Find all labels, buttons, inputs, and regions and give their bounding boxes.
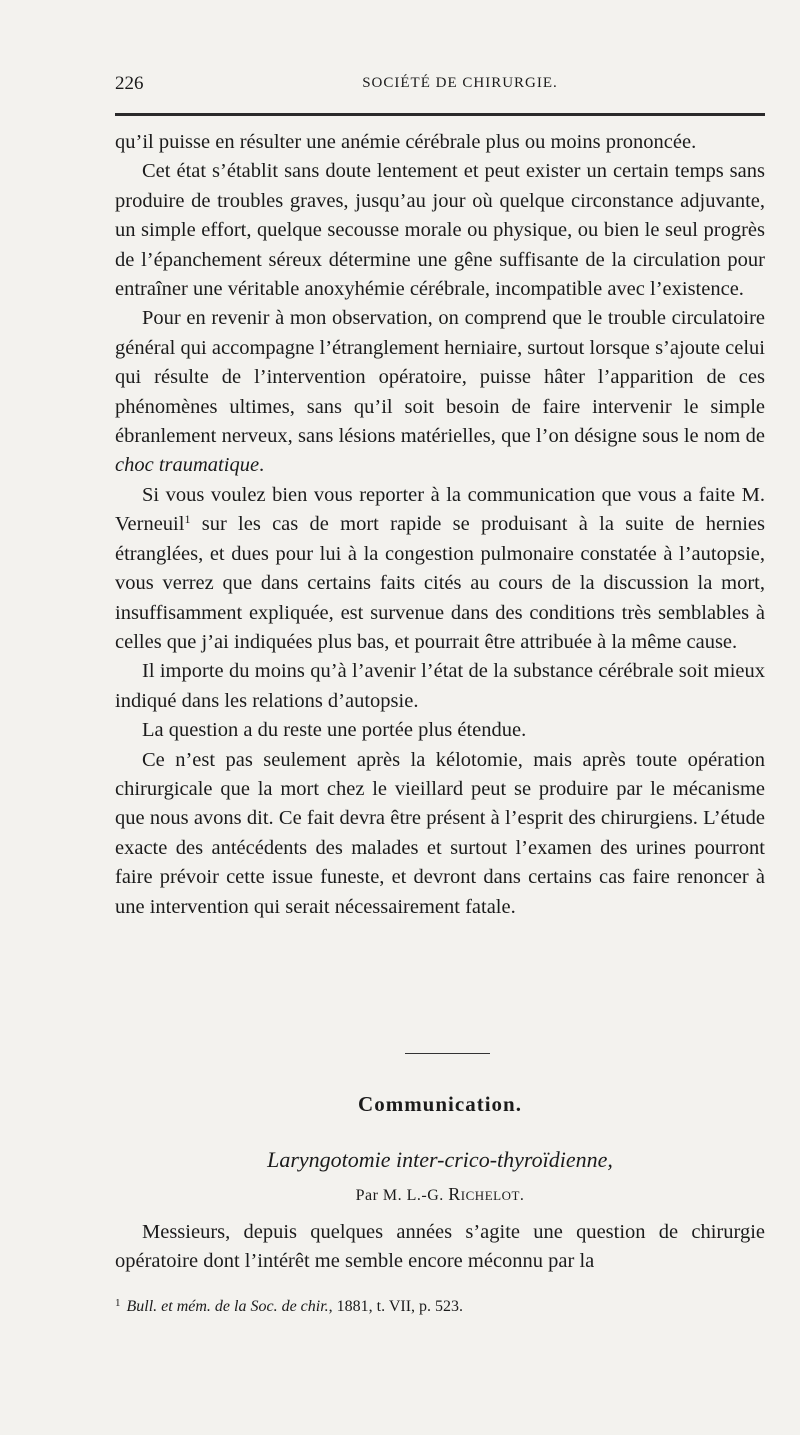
footnote [115,1297,765,1316]
body-text [115,128,765,922]
paragraph [115,304,765,480]
footnote-source: Bull. et mém. de la Soc. de chir. [126,1298,329,1315]
byline [115,1184,765,1205]
section-separator [405,1053,490,1054]
page-number: 226 [115,73,144,94]
paragraph: Il importe du moins qu’à l’avenir l’état de la substance cérébrale soit mieux indiqué dans les relations d’autopsie. [115,660,765,712]
lead-paragraph: Messieurs, depuis quelques années s’agite une question de chirurgie opératoire dont l’intérêt me semble encore méconnu par la [115,1221,765,1273]
italic-term: choc traumatique [115,454,260,477]
section-title: Communication. [358,1092,522,1116]
footnote-reference: 1 [184,512,191,527]
header-rule [115,113,765,116]
article-title: Laryngotomie inter-crico-thyroïdienne, [267,1147,613,1172]
paragraph-text: sur les cas de mort rapide se produisant à la suite de hernies étranglées, et dues pour lui à la congestion pulmonaire constatée à l’autopsie, vous verrez que dans certains faits cités au cours de la discussion la mort, insuffisamment expliquée, est survenue dans des conditions très semblables à celles que j’ai indiquées plus bas, et pourrait être attribuée à la même cause. [115,513,765,653]
paragraph [115,481,765,657]
running-head: SOCIÉTÉ DE CHIRURGIE. [362,75,558,91]
paragraph-text: Si vous voulez bien vous reporter à la communication que vous a faite M. Verneuil [115,483,765,536]
author-name: Richelot [448,1184,520,1204]
paragraph-text: . [259,454,265,477]
paragraph: La question a du reste une portée plus étendue. [142,719,527,742]
footnote-citation: , 1881, t. VII, p. 523. [328,1298,464,1315]
byline-prefix: Par M. L.-G. [355,1187,449,1204]
paragraph-text: Pour en revenir à mon observation, on comprend que le trouble circulatoire général qui accompagne l’étranglement herniaire, surtout lorsque s’ajoute celui qui résulte de l’intervention opératoire, puisse hâter l’apparition de ces phénomènes ultimes, sans qu’il soit besoin de faire intervenir le simple ébranlement nerveux, sans lésions matérielles, que l’on désigne sous le nom de [115,307,765,448]
paragraph: qu’il puisse en résulter une anémie cérébrale plus ou moins prononcée. [115,131,697,153]
page-header [115,73,765,103]
paragraph: Ce n’est pas seulement après la kélotomie, mais après toute opération chirurgicale que la mort chez le vieillard peut se produire par le mécanisme que nous avons dit. Ce fait devra être présent à l’esprit des chirurgiens. L’étude exacte des antécédents des malades et surtout l’examen des urines pourront faire prévoir cette issue funeste, et devront dans certains cas faire renoncer à une intervention qui serait nécessairement fatale. [115,748,765,918]
footnote-mark: 1 [115,1297,121,1309]
paragraph: Cet état s’établit sans doute lentement et peut exister un certain temps sans produire de troubles graves, jusqu’au jour où quelque circonstance adjuvante, un simple effort, quelque secousse morale ou physique, ou bien le seul progrès de l’épanchement séreux détermine une gêne suffisante de la circulation pour entraîner une véritable anoxyhémie cérébrale, incompatible avec l’existence. [115,160,765,301]
byline-suffix: . [519,1187,525,1204]
